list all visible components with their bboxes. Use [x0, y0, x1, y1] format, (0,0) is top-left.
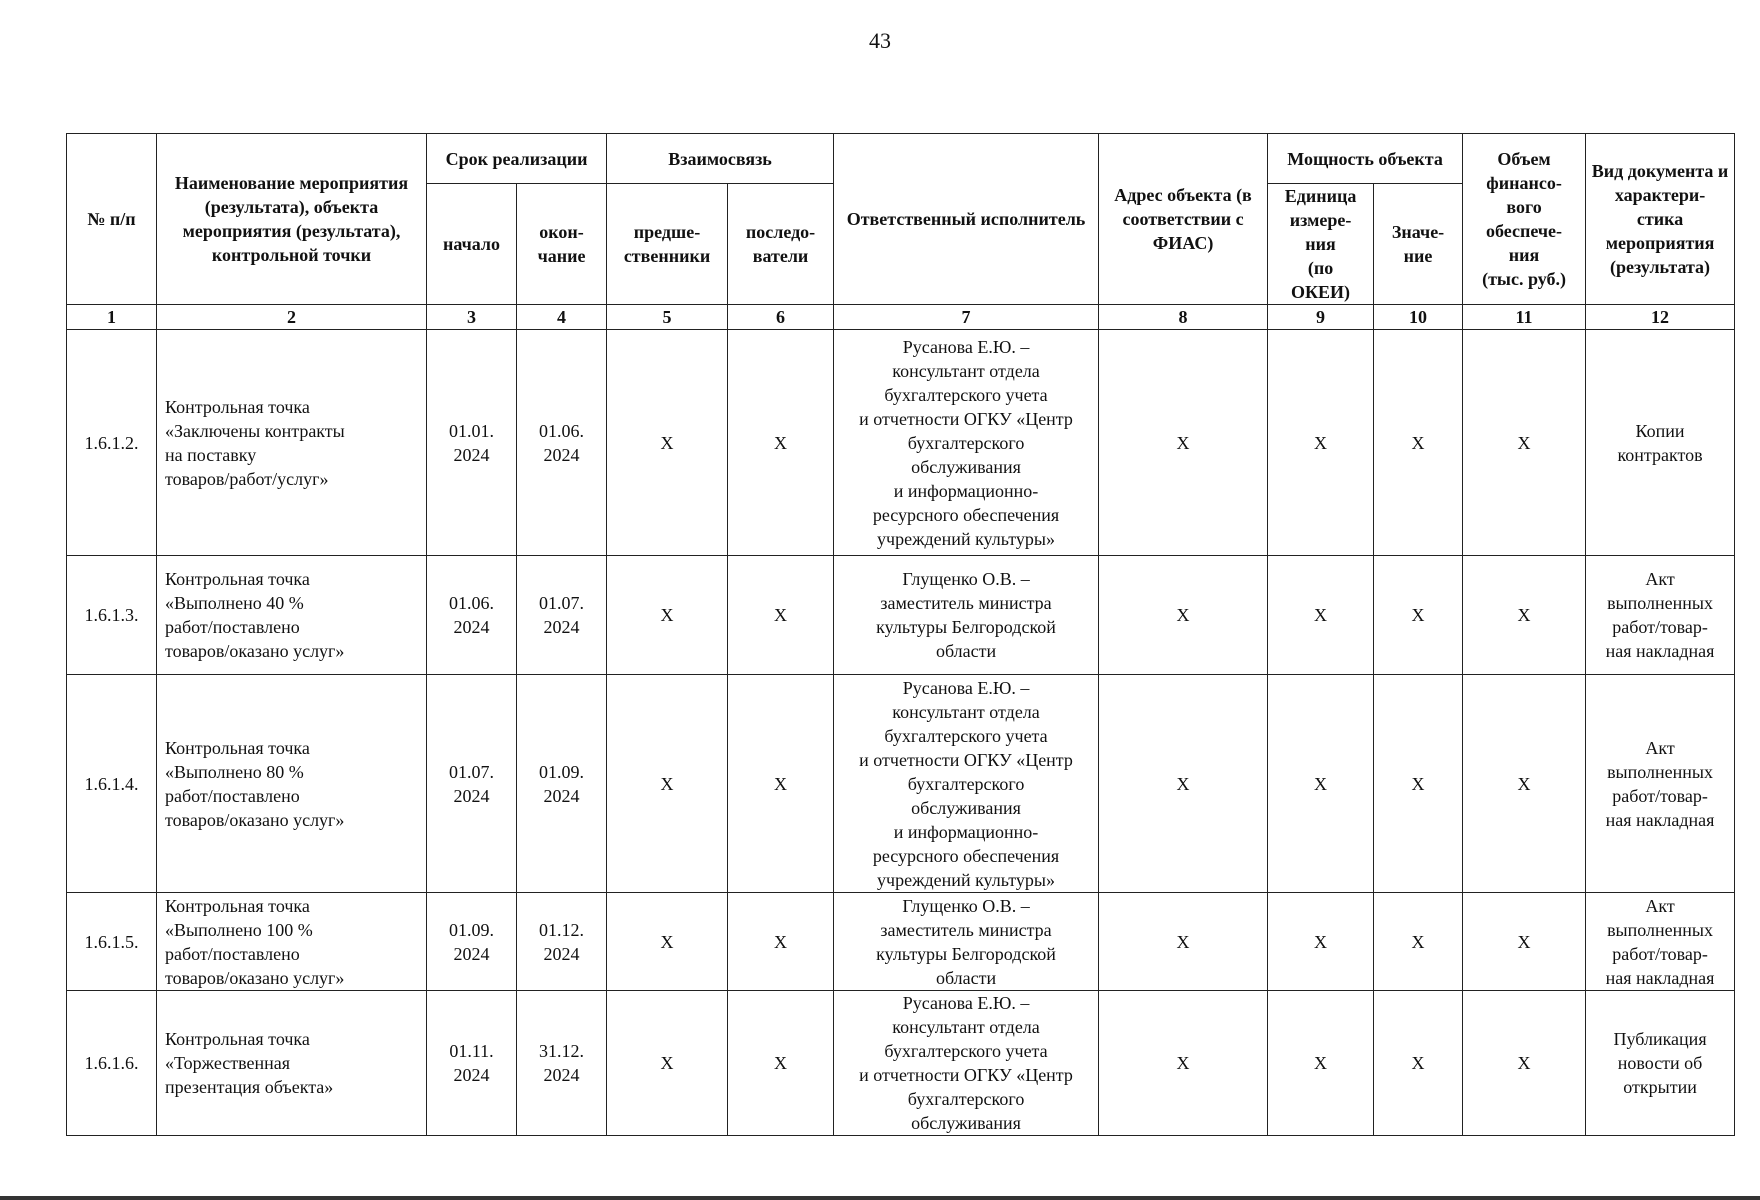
- row-volume: X: [1463, 330, 1586, 556]
- header-end: окон- чание: [517, 184, 607, 305]
- column-number: 9: [1268, 305, 1374, 330]
- row-prev: X: [607, 556, 728, 675]
- row-address: X: [1099, 893, 1268, 991]
- row-start: 01.09. 2024: [427, 893, 517, 991]
- row-volume: X: [1463, 893, 1586, 991]
- row-responsible: Глущенко О.В. – заместитель министра культуры Белгородской области: [834, 893, 1099, 991]
- row-next: X: [728, 556, 834, 675]
- row-value: X: [1374, 330, 1463, 556]
- row-address: X: [1099, 675, 1268, 893]
- row-end: 31.12. 2024: [517, 991, 607, 1136]
- row-prev: X: [607, 675, 728, 893]
- row-doc: Копии контрактов: [1586, 330, 1735, 556]
- column-number: 4: [517, 305, 607, 330]
- row-end: 01.09. 2024: [517, 675, 607, 893]
- row-unit: X: [1268, 556, 1374, 675]
- row-num: 1.6.1.2.: [67, 330, 157, 556]
- header-prev: предше- ственники: [607, 184, 728, 305]
- row-unit: X: [1268, 675, 1374, 893]
- header-term: Срок реализации: [427, 134, 607, 184]
- row-name: Контрольная точка «Заключены контракты на поставку товаров/работ/услуг»: [157, 330, 427, 556]
- column-number: 10: [1374, 305, 1463, 330]
- column-number: 3: [427, 305, 517, 330]
- table-row: [67, 675, 1735, 893]
- table-row: [67, 893, 1735, 991]
- header-num: № п/п: [67, 134, 157, 305]
- row-volume: X: [1463, 675, 1586, 893]
- row-start: 01.11. 2024: [427, 991, 517, 1136]
- header-value: Значе- ние: [1374, 184, 1463, 305]
- column-number: 6: [728, 305, 834, 330]
- row-address: X: [1099, 556, 1268, 675]
- row-value: X: [1374, 556, 1463, 675]
- header-next: последо- ватели: [728, 184, 834, 305]
- row-name: Контрольная точка «Выполнено 40 % работ/поставлено товаров/оказано услуг»: [157, 556, 427, 675]
- row-unit: X: [1268, 330, 1374, 556]
- header-volume: Объем финансо- вого обеспече- ния (тыс. руб.): [1463, 134, 1586, 305]
- row-responsible: Русанова Е.Ю. – консультант отдела бухгалтерского учета и отчетности ОГКУ «Центр бухгалтерского обслуживания: [834, 991, 1099, 1136]
- header-unit: Единица измере- ния (по ОКЕИ): [1268, 184, 1374, 305]
- row-next: X: [728, 330, 834, 556]
- column-number: 11: [1463, 305, 1586, 330]
- row-prev: X: [607, 330, 728, 556]
- row-num: 1.6.1.4.: [67, 675, 157, 893]
- row-next: X: [728, 675, 834, 893]
- plan-table: [66, 133, 1735, 1136]
- table-row: [67, 991, 1735, 1136]
- row-name: Контрольная точка «Торжественная презентация объекта»: [157, 991, 427, 1136]
- header-address: Адрес объекта (в соответствии с ФИАС): [1099, 134, 1268, 305]
- row-address: X: [1099, 330, 1268, 556]
- row-unit: X: [1268, 893, 1374, 991]
- header-responsible: Ответственный исполнитель: [834, 134, 1099, 305]
- header-capacity: Мощность объекта: [1268, 134, 1463, 184]
- table-row: [67, 556, 1735, 675]
- row-prev: X: [607, 893, 728, 991]
- row-start: 01.01. 2024: [427, 330, 517, 556]
- row-responsible: Русанова Е.Ю. – консультант отдела бухгалтерского учета и отчетности ОГКУ «Центр бухгалтерского обслуживания и информационно- ресурсного обеспечения учреждений культуры»: [834, 675, 1099, 893]
- row-end: 01.12. 2024: [517, 893, 607, 991]
- row-responsible: Глущенко О.В. – заместитель министра культуры Белгородской области: [834, 556, 1099, 675]
- row-value: X: [1374, 893, 1463, 991]
- row-prev: X: [607, 991, 728, 1136]
- row-value: X: [1374, 991, 1463, 1136]
- row-address: X: [1099, 991, 1268, 1136]
- header-link: Взаимосвязь: [607, 134, 834, 184]
- row-doc: Акт выполненных работ/товар- ная накладная: [1586, 556, 1735, 675]
- row-num: 1.6.1.6.: [67, 991, 157, 1136]
- row-unit: X: [1268, 991, 1374, 1136]
- row-end: 01.06. 2024: [517, 330, 607, 556]
- table-row: [67, 330, 1735, 556]
- column-number: 2: [157, 305, 427, 330]
- row-num: 1.6.1.3.: [67, 556, 157, 675]
- row-value: X: [1374, 675, 1463, 893]
- column-number: 1: [67, 305, 157, 330]
- row-volume: X: [1463, 556, 1586, 675]
- header-doc: Вид документа и характери- стика мероприятия (результата): [1586, 134, 1735, 305]
- row-doc: Акт выполненных работ/товар- ная накладная: [1586, 893, 1735, 991]
- row-doc: Акт выполненных работ/товар- ная накладная: [1586, 675, 1735, 893]
- row-volume: X: [1463, 991, 1586, 1136]
- column-number: 8: [1099, 305, 1268, 330]
- row-next: X: [728, 991, 834, 1136]
- column-number: 5: [607, 305, 728, 330]
- row-end: 01.07. 2024: [517, 556, 607, 675]
- row-responsible: Русанова Е.Ю. – консультант отдела бухгалтерского учета и отчетности ОГКУ «Центр бухгалтерского обслуживания и информационно- ресурсного обеспечения учреждений культуры»: [834, 330, 1099, 556]
- row-name: Контрольная точка «Выполнено 100 % работ/поставлено товаров/оказано услуг»: [157, 893, 427, 991]
- page-number: 43: [869, 28, 891, 53]
- row-start: 01.06. 2024: [427, 556, 517, 675]
- column-number: 12: [1586, 305, 1735, 330]
- column-number: 7: [834, 305, 1099, 330]
- row-doc: Публикация новости об открытии: [1586, 991, 1735, 1136]
- row-name: Контрольная точка «Выполнено 80 % работ/поставлено товаров/оказано услуг»: [157, 675, 427, 893]
- header-start: начало: [427, 184, 517, 305]
- page-bottom-rule: [0, 1196, 1760, 1200]
- row-num: 1.6.1.5.: [67, 893, 157, 991]
- header-name: Наименование мероприятия (результата), объекта мероприятия (результата), контрольной точки: [157, 134, 427, 305]
- row-start: 01.07. 2024: [427, 675, 517, 893]
- row-next: X: [728, 893, 834, 991]
